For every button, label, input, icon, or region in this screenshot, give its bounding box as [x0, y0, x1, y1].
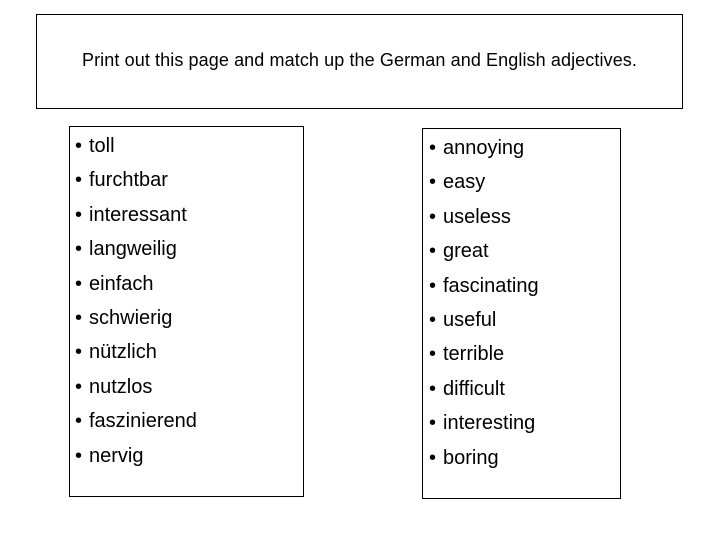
bullet: • [75, 375, 83, 398]
german-word: toll [89, 135, 115, 157]
list-item [429, 406, 620, 440]
english-word: fascinating [443, 274, 539, 297]
english-adjectives-box [422, 128, 621, 499]
list-item [429, 234, 620, 268]
german-adjectives-box [69, 126, 304, 497]
list-item [75, 129, 303, 163]
bullet: • [429, 205, 437, 228]
bullet: • [75, 444, 83, 467]
german-word: interessant [89, 203, 187, 226]
bullet: • [75, 238, 83, 261]
bullet: • [429, 171, 437, 194]
bullet: • [429, 343, 437, 366]
bullet: • [75, 135, 83, 157]
bullet: • [429, 274, 437, 297]
bullet: • [429, 308, 437, 331]
list-item [75, 163, 303, 197]
german-word: schwierig [89, 306, 173, 329]
bullet: • [75, 203, 83, 226]
bullet: • [75, 341, 83, 364]
english-word: great [443, 240, 489, 263]
german-word: einfach [89, 272, 154, 295]
english-word: difficult [443, 377, 505, 400]
list-item [75, 404, 303, 438]
bullet: • [429, 137, 437, 159]
list-item [429, 165, 620, 199]
bullet: • [75, 306, 83, 329]
instruction-box [36, 14, 683, 109]
list-item [75, 335, 303, 369]
bullet: • [429, 240, 437, 263]
english-word: useful [443, 308, 497, 331]
english-word: annoying [443, 137, 525, 159]
german-word: faszinierend [89, 410, 197, 433]
german-word: nutzlos [89, 375, 153, 398]
german-word: nützlich [89, 341, 157, 364]
list-item [429, 269, 620, 303]
bullet: • [75, 410, 83, 433]
list-item [429, 372, 620, 406]
list-item [429, 337, 620, 371]
list-item [75, 439, 303, 473]
bullet: • [75, 169, 83, 192]
german-word: nervig [89, 444, 144, 467]
english-word: easy [443, 171, 486, 194]
german-word: furchtbar [89, 169, 168, 192]
english-adjectives-list [429, 131, 620, 475]
list-item [429, 441, 620, 475]
list-item [429, 303, 620, 337]
list-item [429, 131, 620, 165]
bullet: • [75, 272, 83, 295]
german-word: langweilig [89, 238, 177, 261]
bullet: • [429, 377, 437, 400]
bullet: • [429, 412, 437, 435]
bullet: • [429, 446, 437, 469]
english-word: boring [443, 446, 499, 469]
english-word: terrible [443, 343, 505, 366]
list-item [75, 232, 303, 266]
list-item [75, 370, 303, 404]
list-item [75, 198, 303, 232]
instruction-text: Print out this page and match up the German and English adjectives. [81, 50, 638, 70]
english-word: interesting [443, 412, 536, 435]
german-adjectives-list [75, 129, 303, 473]
list-item [429, 200, 620, 234]
list-item [75, 301, 303, 335]
english-word: useless [443, 205, 511, 228]
list-item [75, 267, 303, 301]
